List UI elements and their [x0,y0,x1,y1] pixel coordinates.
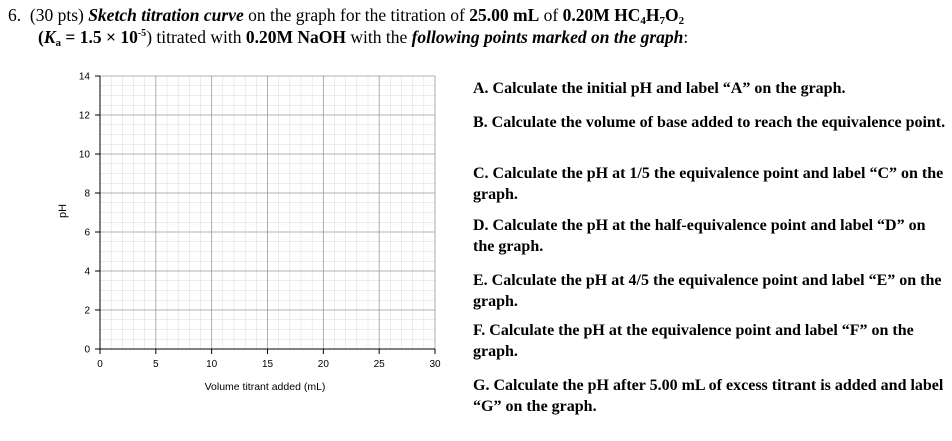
x-tick-label: 10 [206,359,218,370]
analyte-conc: 0.20M HC [562,5,641,25]
question-text-4: with the [345,27,412,47]
question-text-2: of [539,5,563,25]
ka-exponent: -5 [137,28,147,39]
x-ticks [97,349,441,370]
ka-open: ( [38,27,44,47]
y-tick-label: 6 [84,227,90,239]
analyte-formula [563,5,685,25]
x-tick-label: 20 [317,359,329,370]
x-tick-label: 30 [429,359,441,370]
formula-o: O [665,5,679,25]
y-axis-label: pH [57,203,69,219]
x-tick-label: 15 [261,359,274,370]
question-line-2 [8,26,948,48]
question-header [8,4,948,48]
y-tick-label: 14 [78,71,90,83]
formula-sub-7: 7 [659,15,665,27]
ka-k: K [43,27,56,47]
y-tick-label: 4 [84,266,90,278]
formula-h: H [645,5,660,25]
question-line-1 [8,4,948,26]
y-tick-label: 0 [84,344,90,356]
ka-expression [38,27,146,47]
analyte-volume: 25.00 mL [469,5,540,25]
y-tick-label: 2 [84,305,90,317]
ka-value: = 1.5 × 10 [61,27,138,47]
task-e: E. Calculate the pH at 4/5 the equivalence point and label “E” on the graph. [473,272,942,310]
x-tick-label: 25 [373,359,385,370]
x-tick-label: 5 [153,359,159,370]
question-colon: : [683,27,689,47]
task-g: G. Calculate the pH after 5.00 mL of excess titrant is added and label “G” on the graph. [473,377,944,415]
question-text-1: on the graph for the titration of [243,5,470,25]
grid-lines [100,76,435,349]
question-instruction: Sketch titration curve [88,5,244,25]
task-a: A. Calculate the initial pH and label “A” on the graph. [473,80,846,97]
task-d: D. Calculate the pH at the half-equivalence point and label “D” on the graph. [473,217,926,255]
ka-sub: a [55,37,62,49]
formula-sub-4: 4 [640,15,646,27]
y-tick-label: 12 [78,110,90,122]
titration-graph [40,68,460,408]
y-tick-label: 8 [84,188,90,200]
question-text-3: titrated with [152,27,246,47]
formula-sub-2: 2 [678,15,685,27]
y-ticks [79,72,100,356]
ka-close: ) [146,27,153,47]
task-b: B. Calculate the volume of base added to reach the equivalence point. [473,114,946,131]
titrant: 0.20M NaOH [245,27,346,47]
x-tick-label: 0 [97,359,103,370]
question-number: 6. [8,5,22,25]
y-tick-label: 10 [78,149,90,161]
x-axis-label: Volume titrant added (mL) [204,381,326,393]
task-c: C. Calculate the pH at 1/5 the equivalence point and label “C” on the graph. [473,165,944,203]
task-f: F. Calculate the pH at the equivalence point and label “F” on the graph. [473,322,914,360]
question-emphasis: following points marked on the graph [411,27,684,47]
question-points: (30 pts) [29,5,84,25]
